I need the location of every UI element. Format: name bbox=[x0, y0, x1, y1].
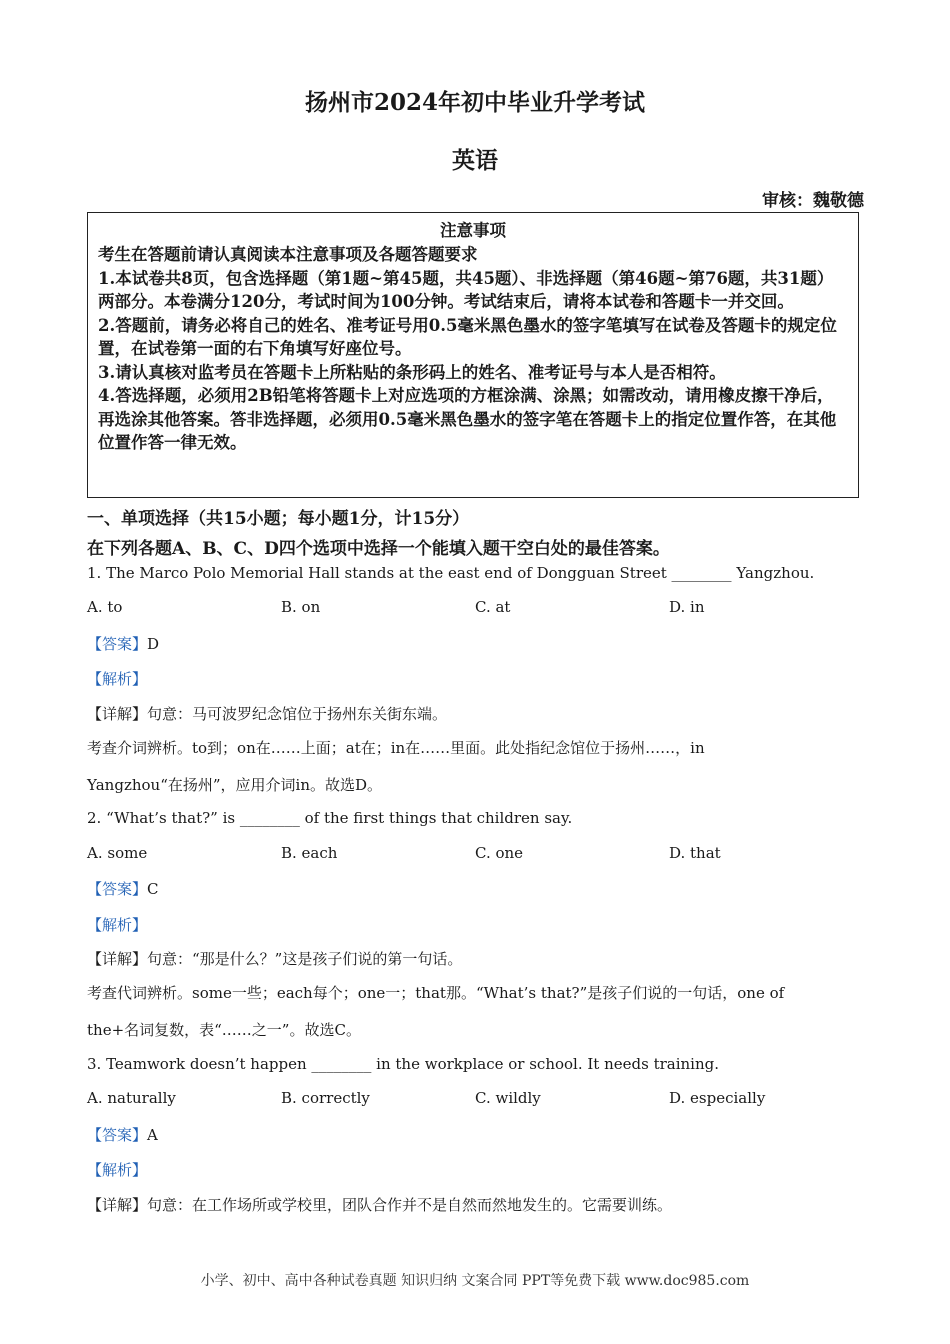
option-b: B. correctly bbox=[281, 1089, 370, 1107]
detail-text: 考查代词辨析。some一些；each每个；one一；that那。“What’s that?”是孩子们说的一句话，one of bbox=[87, 984, 785, 1002]
detail-text: the+名词复数，表“……之一”。故选C。 bbox=[87, 1021, 361, 1039]
answer-tag: 【答案】 bbox=[87, 635, 148, 653]
answer-value: C bbox=[147, 880, 159, 898]
answer-line bbox=[87, 633, 159, 654]
detail-line bbox=[87, 1194, 672, 1215]
notice-item: 2.答题前，请务必将自己的姓名、准考证号用0.5毫米黑色墨水的签字笔填写在试卷及答题卡的规定位置，在试卷第一面的右下角填写好座位号。 bbox=[98, 315, 837, 358]
notice-heading: 注意事项 bbox=[440, 221, 506, 240]
option-d: D. especially bbox=[669, 1089, 766, 1107]
detail-tag: 【详解】 bbox=[87, 950, 148, 968]
option-b: B. each bbox=[281, 844, 338, 862]
answer-line bbox=[87, 878, 159, 899]
detail-line bbox=[87, 703, 447, 724]
option-c: C. at bbox=[475, 598, 511, 616]
option-d: D. that bbox=[669, 844, 721, 862]
question-stem: 1. The Marco Polo Memorial Hall stands at the east end of Dongguan Street ________ Yangzhou. bbox=[87, 564, 815, 582]
question-stem: 2. “What’s that?” is ________ of the first things that children say. bbox=[87, 809, 573, 827]
reviewer-label: 审核：魏敬德 bbox=[762, 191, 864, 211]
option-d: D. in bbox=[669, 598, 705, 616]
answer-value: D bbox=[147, 635, 160, 653]
section-title: 一、单项选择（共15小题；每小题1分，计15分） bbox=[87, 509, 470, 529]
option-a: A. naturally bbox=[87, 1089, 176, 1107]
answer-tag: 【答案】 bbox=[87, 880, 148, 898]
option-a: A. to bbox=[87, 598, 123, 616]
section-instruction: 在下列各题A、B、C、D四个选项中选择一个能填入题干空白处的最佳答案。 bbox=[87, 539, 670, 559]
option-a: A. some bbox=[87, 844, 148, 862]
question-stem: 3. Teamwork doesn’t happen ________ in the workplace or school. It needs training. bbox=[87, 1055, 720, 1073]
option-c: C. wildly bbox=[475, 1089, 541, 1107]
analysis-tag: 【解析】 bbox=[87, 916, 148, 934]
detail-text: 句意：马可波罗纪念馆位于扬州东关街东端。 bbox=[147, 705, 448, 723]
notice-item: 3.请认真核对监考员在答题卡上所粘贴的条形码上的姓名、准考证号与本人是否相符。 bbox=[98, 362, 726, 382]
detail-text: Yangzhou“在扬州”，应用介词in。故选D。 bbox=[87, 776, 383, 794]
analysis-tag: 【解析】 bbox=[87, 1161, 148, 1179]
detail-text: 句意：“那是什么？”这是孩子们说的第一句话。 bbox=[147, 950, 463, 968]
notice-box bbox=[87, 212, 859, 498]
notice-item: 1.本试卷共8页，包含选择题（第1题~第45题，共45题）、非选择题（第46题~第76题，共31题）两部分。本卷满分120分，考试时间为100分钟。考试结束后，请将本试卷和答题卡一并交回。 bbox=[98, 268, 834, 311]
notice-intro: 考生在答题前请认真阅读本注意事项及各题答题要求 bbox=[98, 245, 478, 264]
answer-line bbox=[87, 1124, 158, 1145]
detail-text: 考查介词辨析。to到；on在……上面；at在；in在……里面。此处指纪念馆位于扬州……，in bbox=[87, 739, 705, 757]
detail-tag: 【详解】 bbox=[87, 705, 148, 723]
option-b: B. on bbox=[281, 598, 321, 616]
detail-tag: 【详解】 bbox=[87, 1196, 148, 1214]
detail-line bbox=[87, 948, 462, 969]
option-c: C. one bbox=[475, 844, 524, 862]
notice-item: 4.答选择题，必须用2B铅笔将答题卡上对应选项的方框涂满、涂黑；如需改动，请用橡皮擦干净后，再选涂其他答案。答非选择题，必须用0.5毫米黑色墨水的签字笔在答题卡上的指定位置作答，在其他位置作答一律无效。 bbox=[98, 386, 837, 452]
page-footer: 小学、初中、高中各种试卷真题 知识归纳 文案合同 PPT等免费下载 www.doc985.com bbox=[200, 1273, 750, 1289]
analysis-tag: 【解析】 bbox=[87, 670, 148, 688]
detail-text: 句意：在工作场所或学校里，团队合作并不是自然而然地发生的。它需要训练。 bbox=[147, 1196, 673, 1214]
exam-title: 扬州市2024年初中毕业升学考试 bbox=[304, 89, 645, 116]
answer-value: A bbox=[147, 1126, 158, 1144]
subject-title: 英语 bbox=[452, 147, 498, 174]
answer-tag: 【答案】 bbox=[87, 1126, 148, 1144]
